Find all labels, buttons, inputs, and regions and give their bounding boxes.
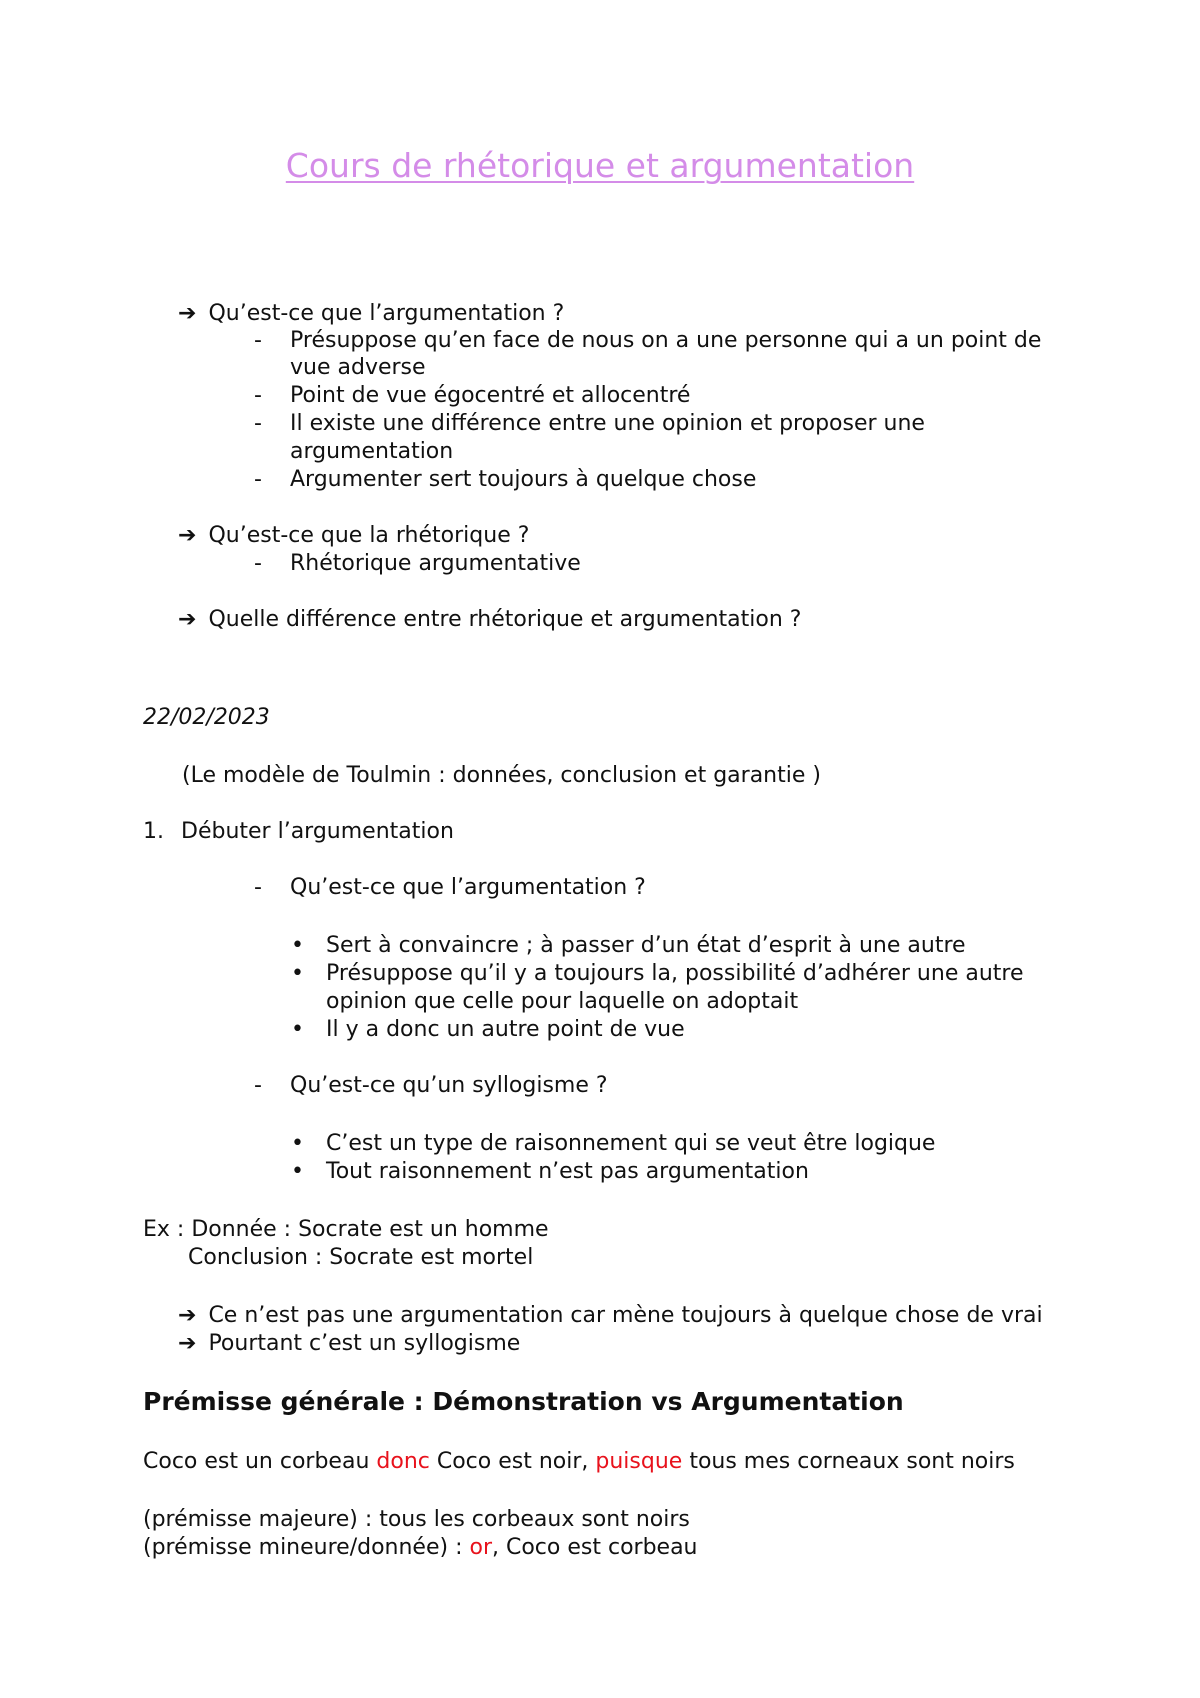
dash-marker: - — [254, 411, 262, 436]
subquestion-syllogisme: Qu’est-ce qu’un syllogisme ? — [290, 1073, 608, 1098]
bullet-marker: • — [291, 961, 304, 986]
question-difference: ➔ Quelle différence entre rhétorique et argumentation ? — [178, 607, 802, 632]
question-rhetorique: ➔ Qu’est-ce que la rhétorique ? — [178, 523, 530, 548]
conclusion-line: ➔ Ce n’est pas une argumentation car mène toujours à quelque chose de vrai — [178, 1303, 1043, 1328]
section-heading: Prémisse générale : Démonstration vs Argumentation — [143, 1387, 904, 1416]
bullet-item: Tout raisonnement n’est pas argumentation — [326, 1159, 809, 1184]
list-item: vue adverse — [290, 355, 426, 380]
list-item: argumentation — [290, 439, 454, 464]
list-item: Il existe une différence entre une opinion et proposer une — [290, 411, 925, 436]
arrow-icon: ➔ — [178, 523, 197, 548]
bullet-item: Sert à convaincre ; à passer d’un état d’esprit à une autre — [326, 933, 966, 958]
example-sentence: Coco est un corbeau donc Coco est noir, puisque tous mes corneaux sont noirs — [143, 1449, 1015, 1474]
keyword-or: or — [469, 1535, 492, 1560]
list-item: Point de vue égocentré et allocentré — [290, 383, 691, 408]
bullet-item: Présuppose qu’il y a toujours la, possibilité d’adhérer une autre — [326, 961, 1024, 986]
bullet-marker: • — [291, 933, 304, 958]
list-item: Présuppose qu’en face de nous on a une personne qui a un point de — [290, 328, 1042, 353]
conclusion-line: ➔ Pourtant c’est un syllogisme — [178, 1331, 521, 1356]
dash-marker: - — [254, 467, 262, 492]
bullet-marker: • — [291, 1159, 304, 1184]
arrow-icon: ➔ — [178, 1331, 197, 1356]
dash-marker: - — [254, 383, 262, 408]
arrow-icon: ➔ — [178, 1303, 197, 1328]
dash-marker: - — [254, 1073, 262, 1098]
bullet-marker: • — [291, 1017, 304, 1042]
example-conclusion: Conclusion : Socrate est mortel — [188, 1245, 534, 1270]
section-number: 1. — [143, 819, 164, 844]
question-argumentation: ➔ Qu’est-ce que l’argumentation ? — [178, 301, 565, 326]
example-donnee: Ex : Donnée : Socrate est un homme — [143, 1217, 549, 1242]
bullet-item: C’est un type de raisonnement qui se veut être logique — [326, 1131, 936, 1156]
bullet-item: Il y a donc un autre point de vue — [326, 1017, 685, 1042]
premisse-mineure: (prémisse mineure/donnée) : or, Coco est corbeau — [143, 1535, 698, 1560]
dash-marker: - — [254, 551, 262, 576]
list-item: Argumenter sert toujours à quelque chose — [290, 467, 757, 492]
keyword-puisque: puisque — [595, 1449, 683, 1474]
arrow-icon: ➔ — [178, 301, 197, 326]
premisse-majeure: (prémisse majeure) : tous les corbeaux sont noirs — [143, 1507, 690, 1532]
section-title: Débuter l’argumentation — [181, 819, 454, 844]
subquestion-argumentation: Qu’est-ce que l’argumentation ? — [290, 875, 646, 900]
arrow-icon: ➔ — [178, 607, 197, 632]
list-item: Rhétorique argumentative — [290, 551, 581, 576]
page-title: Cours de rhétorique et argumentation — [285, 146, 915, 185]
bullet-item: opinion que celle pour laquelle on adoptait — [326, 989, 799, 1014]
dash-marker: - — [254, 875, 262, 900]
keyword-donc: donc — [376, 1449, 430, 1474]
dash-marker: - — [254, 328, 262, 353]
date-label: 22/02/2023 — [143, 705, 270, 730]
bullet-marker: • — [291, 1131, 304, 1156]
toulmin-note: (Le modèle de Toulmin : données, conclusion et garantie ) — [182, 763, 821, 788]
